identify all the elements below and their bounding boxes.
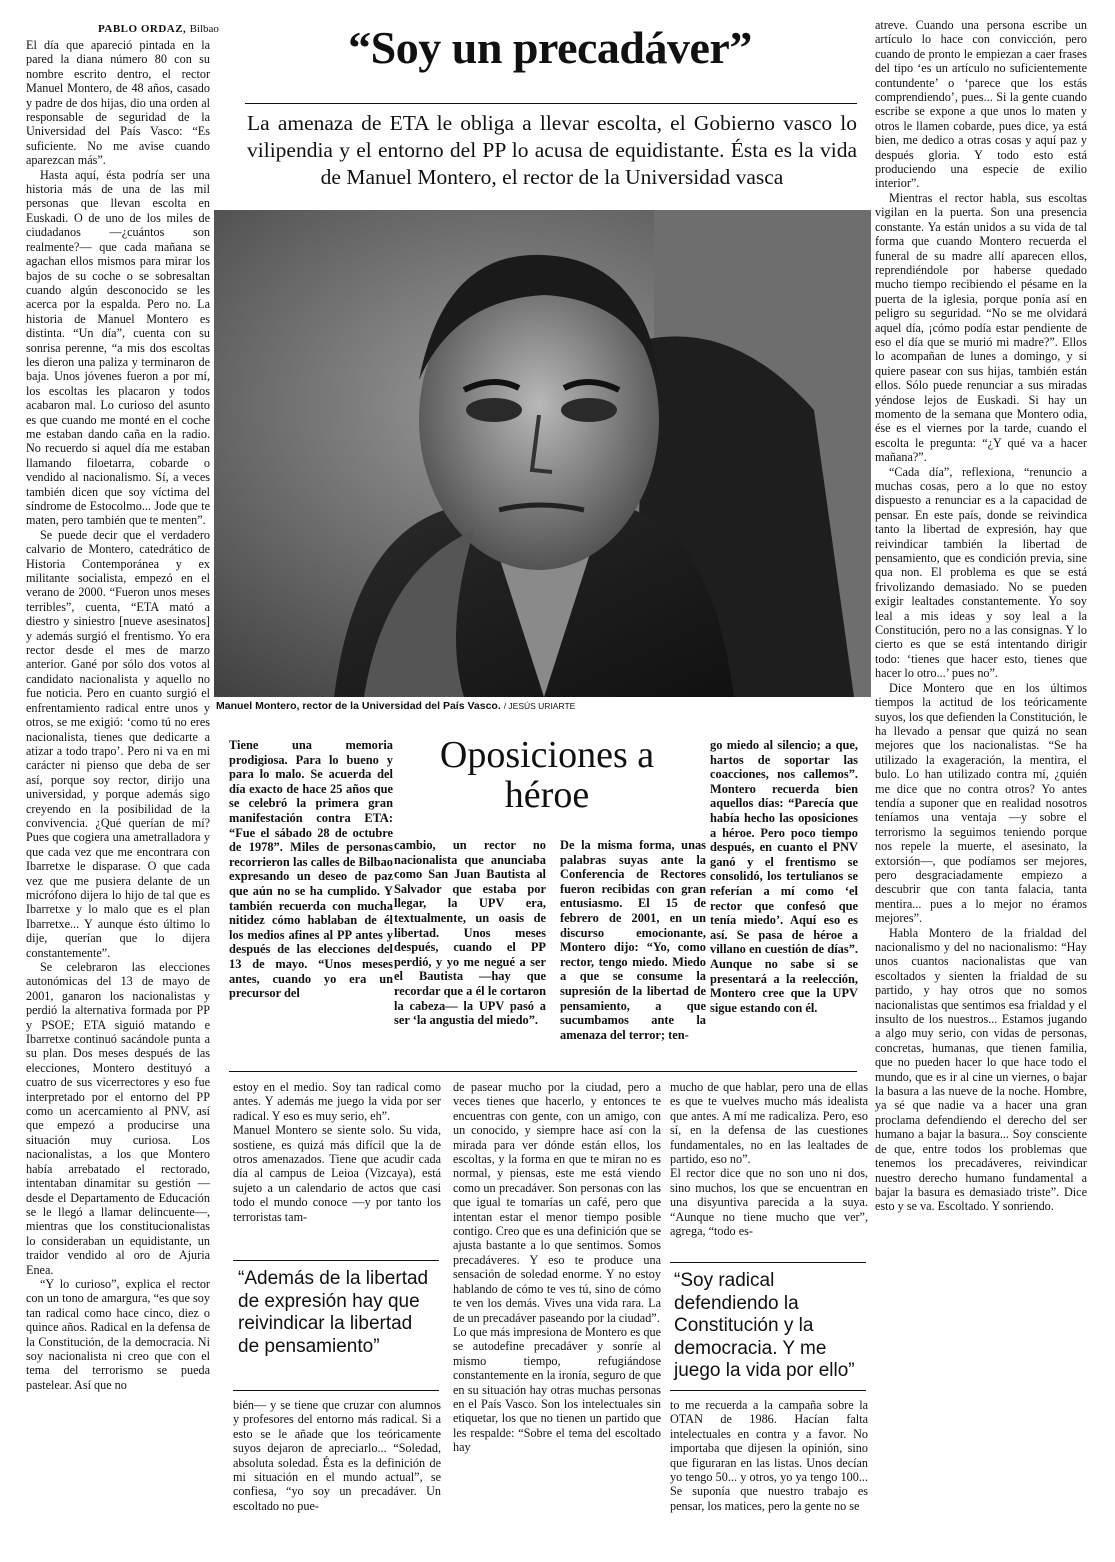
paragraph: Hasta aquí, ésta podría ser una historia más de una de las mil personas que llevan escolta en Euskadi. O de uno de los miles de ciudadanos —¿cuántos son realmente?— que cada mañana se agachan ellos mismos para mirar los bajos de su coche o se sobresaltan cuando algún desconocido se les acerca por la espalda. Pero no. La historia de Manuel Montero es distinta. “Un día”, cuenta con su sonrisa perenne, “a mis dos escoltas les dieron una paliza y terminaron de baja. Unos jóvenes fueron a por mí, los escoltas les placaron y todos acabaron mal. Lo curioso del asunto es que cuando me monté en el coche me estaban dando caña en la radio. No recuerdo si aquel día me estaban llamando filoetarra, cobarde o vendido al nacionalismo. Sí, a veces también dicen que soy víctima del síndrome de Estocolmo... Jode que te maten, pero también que te menten”. [26, 167, 210, 528]
deck: La amenaza de ETA le obliga a llevar escolta, el Gobierno vasco lo vilipendia y el entorno del PP lo acusa de equidistante. Ésta es la vida de Manuel Montero, el rector de la Universidad vasca [247, 111, 857, 189]
pull-quote-2-rule-bottom [670, 1390, 866, 1391]
paragraph: de pasear mucho por la ciudad, pero a veces tienes que hacerlo, y entonces te encuentras con gente, con un amigo, con un conocido, y siempre hace así con la mirada para ver dónde están ellos, los escoltas, y la forma en que te miran no es normal, y piensas, este me está viendo como un precadáver. Son personas con las que igual te tomarías un café, pero que intentan estar el menor tiempo posible contigo. Creo que es una definición que se ajusta bastante a lo que sentimos. Somos precadáveres. Y eso te produce una sensación de soledad enorme. Y no estoy hablando de cómo te ves tú, sino de cómo te ven los demás. Vives una vida rara. La de un precadáver paseando por la ciudad”. Lo que más impresiona de Montero es que se autodefine precadáver y sonríe al mismo tiempo, refugiándose constantemente en la ironía, seguro de que en su situación hay otras muchas personas en el País Vasco. Son los intelectuales sin etiquetar, los que no tienen un partido que les respalde: “Sobre el tema del escoltado hay [453, 1080, 661, 1455]
pull-quote-1: “Además de la libertad de expresión hay que reivindicar la libertad de pensamiento” [238, 1268, 429, 1357]
sidebar-column-3 [560, 838, 706, 1063]
pull-quote-1-rule-bottom [233, 1390, 439, 1391]
paragraph: El día que apareció pintada en la pared la diana número 80 con su nombre escrito dentro, el rector Manuel Montero, de 48 años, casado y padre de dos hijas, dio una orden al responsable de seguridad de la Universidad del País Vasco: “Es suficiente. No me avise cuando aparezcan más”. [26, 38, 210, 168]
article-column-3 [453, 1080, 661, 1556]
paragraph: to me recuerda a la campaña sobre la OTAN de 1986. Hacían falta intelectuales en contra y a favor. No importaba que dijesen la opinión, sino que figuraran en las listas. Unos decían yo tengo 50... y otros, yo ya tengo 100... Se suponía que nuestro trabajo es pensar, los matices, pero la gente no se [670, 1398, 868, 1513]
portrait-photo [214, 210, 871, 697]
headline: “Soy un precadáver” [348, 22, 752, 73]
paragraph: Se puede decir que el verdadero calvario de Montero, catedrático de Historia Contemporánea y ex militante socialista, empezó en el verano de 2000. “Fueron unos meses terribles”, cuenta, “ETA mató a diestro y siniestro [nueve asesinatos] y además surgió el frentismo. Yo era rector desde el mes de marzo anterior. Gané por sólo dos votos al candidato nacionalista y aquello no fue noticia. Pero en cuanto surgió el enfrentamiento radical entre unos y otros, se me exigió: ‘como tú no eres nacionalista, tienes que dedicarte a atizar a todo trapo’. Pero ni va en mi carácter ni pienso que deba de ser así, porque soy rector, dirijo una universidad, y porque además sigo creyendo en la posibilidad de la convivencia. ¿Qué querían de mí? Pues que cogiera una ametralladora y que cada vez que me encontrara con Ibarretxe le disparase. O que cada vez que me pusiera delante de un micrófono dijera lo hijo de tal que es Ibarretxe y lo malo que es el plan Ibarretxe... Y aunque ésto último lo dije, querían que lo dijera constantemente”. [26, 527, 210, 960]
article-column-4-top [670, 1080, 868, 1250]
deck-rule [245, 103, 857, 104]
paragraph: atreve. Cuando una persona escribe un artículo lo hace con convicción, pero cuando de pronto le empiezan a caer frases del tipo ‘es un artículo no suficientemente contundente’ o ‘parece que los estás comprendiendo’, pues... Si la gente cuando escribe se expone a que unos lo maten y otros le llamen cobarde, pues dice, ya está bien, me dedico a otras cosas y aquí paz y después gloria. Y todo esto está produciendo una especie de exilio interior”. [875, 18, 1087, 191]
pull-quote-2-rule-top [670, 1262, 866, 1263]
caption-text: Manuel Montero, rector de la Universidad del País Vasco. [216, 700, 501, 712]
article-column-1 [26, 38, 210, 1556]
photo-credit: / JESÚS URIARTE [503, 701, 576, 711]
paragraph: go miedo al silencio; a que, hartos de soportar las coacciones, nos callemos”. Montero recuerda bien aquellos días: “Parecía que había hecho las oposiciones a héroe. Pero poco tiempo después, en cuanto el PNV ganó y el frentismo se consolidó, los tertulianos se referían a mí como ‘el rector que confesó que tenía miedo’. Aquí eso es así. Se pasa de héroe a villano en cuestión de días”. Aunque no sabe si se presentará a la reelección, Montero cree que la UPV sigue estando con él. [710, 738, 858, 1015]
paragraph: mucho de que hablar, pero una de ellas es que te vuelves mucho más idealista que antes. A mí me radicaliza. Pero, eso sí, en la defensa de las cuestiones fundamentales, no en las lealtades de partido, eso no”. El rector dice que no son uno ni dos, sino muchos, los que se encuentran en una disyuntiva parecida a la suya. “Aunque no tiene mucho que ver”, agrega, “todo es- [670, 1080, 868, 1239]
byline [98, 23, 219, 35]
sidebar-column-2 [394, 838, 546, 1063]
paragraph: estoy en el medio. Soy tan radical como antes. Y además me juego la vida por ser radical. Y eso es muy serio, eh”. Manuel Montero se siente solo. Su vida, sostiene, es quizá más difícil que la de otros amenazados. Tiene que acudir cada día al campus de Leioa (Vizcaya), está sujeto a un calendario de actos que casi todo el mundo conoce —y por tanto los terroristas tam- [233, 1080, 441, 1224]
paragraph: bién— y se tiene que cruzar con alumnos y profesores del entorno más radical. Si a esto se le añade que los teóricamente suyos dejaron de apreciarlo... “Soledad, absoluta soledad. Ésta es la definición de mi situación en el mundo actual”, se confiesa, “yo soy un precadáver. Un escoltado no pue- [233, 1398, 441, 1513]
paragraph: Mientras el rector habla, sus escoltas vigilan en la puerta. Son una presencia constante. Ya están unidos a su vida de tal forma que cuando Montero recuerda el funeral de su madre allí aparecen ellos, reprendiéndole por haberse quedado mucho tiempo recibiendo el pésame en la puerta de la iglesia, porque ponía así en peligro su seguridad. “No se me olvidará aquel día, ¡cómo podía estar pendiente de eso el día que se murió mi madre?”. Ellos lo acompañan de lunes a domingo, y si quiere pasear con sus hijas, también están ellos. Sólo puede renunciar a sus miradas yéndose lejos de Euskadi. Si hay un momento de la semana que Montero odia, ése es el viernes por la tarde, cuando el escolta le pregunta: “¿Y qué va a hacer mañana?”. [875, 190, 1087, 465]
article-column-4-bottom [670, 1398, 868, 1556]
paragraph: Se celebraron las elecciones autonómicas del 13 de mayo de 2001, ganaron los nacionalistas y perdió la alternativa formada por PP y PSOE; ETA siguió matando e Ibarretxe continuó sacándole punta a su plan. Dos meses después de las elecciones, Montero destituyó a cuatro de sus vicerrectores y eso fue interpretado por el entorno del PP como un acercamiento al PNV, así que empezó a producirse una situación muy curiosa. Los nacionalistas, a los que Montero había arrebatado el rectorado, intentaban dinamitar su gestión —desde el Departamento de Educación se le llegó a llamar delincuente—, mientras que los constitucionalistas lo consideraban un equidistante, un traidor vendido al oro de Ajuria Enea. [26, 960, 210, 1277]
paragraph: Tiene una memoria prodigiosa. Para lo bueno y para lo malo. Se acuerda del día exacto de hace 25 años que se celebró la primera gran manifestación contra ETA: “Fue el sábado 28 de octubre de 1978”. Miles de personas recorrieron las calles de Bilbao expresando un deseo de paz que aún no se ha cumplido. Y también recuerda con mucha nitidez cómo hablaban de él los medios afines al PP antes y después de las elecciones del 13 de mayo. “Unos meses antes, cuando yo era un precursor del [229, 738, 393, 1001]
sidebar-title: Oposiciones a héroe [439, 734, 655, 816]
pull-quote-1-rule-top [233, 1260, 439, 1261]
sidebar-bottom-rule [229, 1071, 857, 1072]
photo-caption [216, 700, 575, 712]
article-column-2-top [233, 1080, 441, 1253]
portrait-illustration [214, 210, 871, 697]
sidebar-column-1 [229, 738, 393, 1001]
paragraph: cambio, un rector no nacionalista que anunciaba como San Juan Bautista al Salvador que estaba por llegar, la UPV era, textualmente, un oasis de libertad. Unos meses después, cuando el PP perdió, y yo me negué a ser el Bautista —hay que recordar que a él le cortaron la cabeza— la UPV pasó a ser ‘la angustia del miedo”. [394, 838, 546, 1028]
article-column-right [875, 18, 1087, 1556]
paragraph: Habla Montero de la frialdad del nacionalismo y del no nacionalismo: “Hay unos cuantos nacionalistas que van escoltados y sienten la frialdad de su partido, y hay otros que no somos nacionalistas que sentimos esa frialdad y el insulto de los nuestros... Estamos jugando a algo muy serio, con vidas de personas, concretas, humanas, que tienen familia, que no pueden hacer lo que hace todo el mundo, que es ir al cine un viernes, o bajar la basura a las nueve de la noche. Hombre, ya sé que nadie va a hacer una gran proclama defendiendo el derecho del ser humano a bajar la basura... Soy consciente de que, entre todos los problemas que tenemos los precadáveres, reivindicar nuestro derecho humano fundamental a bajar la basura es demasiado triste”. Dice esto y se va. Escoltado. Y sonriendo. [875, 925, 1087, 1214]
paragraph: “Cada día”, reflexiona, “renuncio a muchas cosas, pero a lo que no estoy dispuesto a renunciar es a la capacidad de pensar. En este país, donde se reivindica tanto la libertad de expresión, hay que reivindicar también la libertad de pensamiento, que es condición previa, sine qua non. El problema es que se está frivolizando demasiado. No se pueden exigir lealtades constantemente. Yo soy leal a mis ideas y soy leal a la Constitución, pero no a las consignas. Y lo cierto es que se está intentando dirigir todo: ‘tienes que hacer esto, tienes que hacer lo otro...’ pues no”. [875, 464, 1087, 681]
byline-place: Bilbao [189, 23, 219, 35]
pull-quote-2: “Soy radical defendiendo la Constitución y la democracia. Y me juego la vida por ello” [674, 1270, 855, 1381]
paragraph: “Y lo curioso”, explica el rector con un tono de amargura, “es que soy tan radical como hace cinco, diez o quince años. Radical en la defensa de la Constitución, de la democracia. Ni soy nacionalista ni creo que con el tema del terrorismo se pueda pastelear. Así que no [26, 1276, 210, 1392]
byline-author: PABLO ORDAZ, [98, 23, 187, 35]
paragraph: De la misma forma, unas palabras suyas ante la Conferencia de Rectores fueron recibidas con gran entusiasmo. El 15 de febrero de 2001, en un discurso emocionante, Montero dijo: “Yo, como rector, tengo miedo. Miedo a que se consume la supresión de la libertad de pensamiento, a que sucumbamos ante la amenaza del terror; ten- [560, 838, 706, 1042]
article-column-2-bottom [233, 1398, 441, 1556]
sidebar-column-4 [710, 738, 858, 1063]
paragraph: Dice Montero que en los últimos tiempos la actitud de los teóricamente suyos, los que defienden la Constitución, le ha llevado a pensar que quizá no sean mejores que los nacionalistas. “Se ha utilizado la exageración, la mentira, el bulo. Lo han utilizado contra mí, ¿quién me dice que no contra otros? Yo antes tendía a suponer que en realidad nosotros teníamos una ventaja —y sobre el terrorismo la seguimos teniendo porque nos repele la muerte, el asesinato, la extorsión—, que podíamos ser mejores, pero desgraciadamente empiezo a descubrir que con tanta falacia, tanta mentira... pues a lo mejor no éramos mejores”. [875, 680, 1087, 926]
